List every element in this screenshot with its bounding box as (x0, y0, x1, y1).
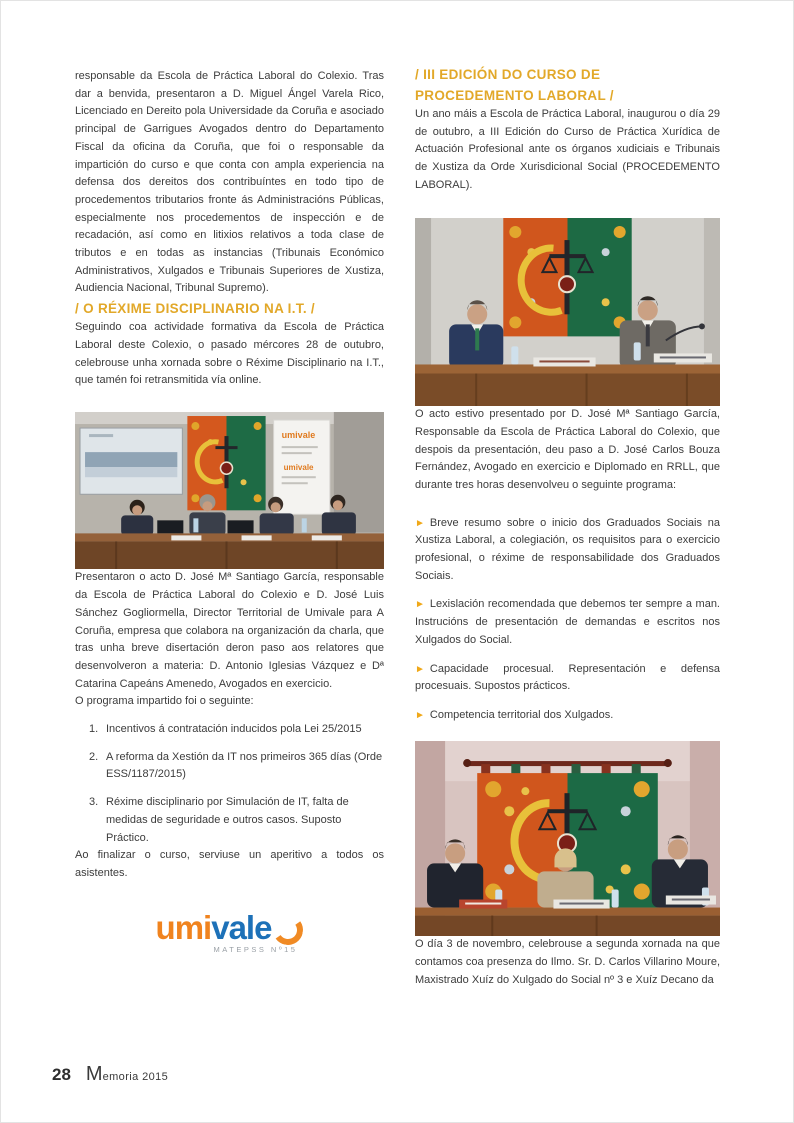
photo-right-three-speakers-svg (415, 741, 720, 937)
tapestry (503, 218, 631, 336)
page-footer (52, 1063, 168, 1086)
photo-right-two-speakers-svg (415, 218, 720, 407)
program-item-number: 3. (89, 796, 99, 809)
desk (75, 533, 384, 569)
bullet-item-text: Competencia territorial dos Xulgados. (429, 708, 614, 721)
left-section-title: / O RÉXIME DISCIPLINARIO NA I.T. / (75, 301, 315, 317)
program-item-number: 1. (89, 723, 99, 736)
left-column (75, 68, 384, 957)
course-program-bullets (415, 515, 720, 725)
program-list (75, 721, 384, 847)
footer-label-initial: M (85, 1063, 103, 1085)
program-item-text: Réxime disciplinario por Simulación de IT, falta de medidas de seguridade e outros casos. Suposto Práctico. (106, 796, 349, 844)
arrow-bullet-icon: ► (415, 709, 425, 721)
umivale-swoosh-icon (271, 912, 306, 947)
left-closing-paragraph: Ao finalizar o curso, serviuse un aperitivo a todos os asistentes. (75, 849, 384, 879)
right-paragraph-2: O acto estivo presentado por D. José Mª Santiago García, Responsable da Escola de Práctica Laboral do Colexio, que despois da presentación, deu paso a D. José Carlos Bouza Fernández, Avogado en exercicio e Diplomado en RRLL, que durante tres horas desenvolveu o seguinte programa: (415, 408, 720, 491)
footer-label (86, 1063, 168, 1086)
projection-screen (80, 428, 182, 494)
footer-label-rest: emoria 2015 (102, 1071, 169, 1083)
desk (415, 895, 720, 936)
arrow-bullet-icon: ► (415, 663, 425, 675)
program-item-text: Incentivos á contratación inducidos pola Lei 25/2015 (106, 723, 362, 736)
umivale-logo-subtext: MATEPSS Nº15 (213, 944, 298, 954)
svg-text:umivale: umivale (283, 463, 314, 473)
left-paragraph-2: Seguindo coa actividade formativa da Escola de Práctica Laboral deste Colexio, o pasado mércores 28 de outubro, celebrouse unha xornada sobre o Réxime Disciplinario na I.T., que tamén foi retransmitida vía online. (75, 321, 384, 387)
umivale-banner (274, 420, 330, 514)
bullet-item-text: Capacidade procesual. Representación e defensa procesuais. Supostos prácticos. (415, 662, 720, 693)
program-item (75, 721, 384, 739)
program-item (75, 749, 384, 784)
photo-right-two-speakers (415, 218, 720, 407)
umivale-logo-vale: vale (211, 908, 272, 946)
umivale-logo (75, 908, 384, 957)
program-item-number: 2. (89, 750, 99, 763)
umivale-logo-umi: umi (155, 908, 212, 946)
bullet-item (415, 596, 720, 649)
program-intro: O programa impartido foi o seguinte: (75, 695, 254, 708)
right-paragraph-1: Un ano máis a Escola de Práctica Laboral, inaugurou o día 29 de outubro, a III Edición do Curso de Práctica Xurídica de Actuación Profesional ante os órganos xudiciais e Tribunais de Xustiza da Orde Xurisdicional Social (PROCEDEMENTO LABORAL). (415, 108, 720, 191)
page-number: 28 (52, 1065, 71, 1084)
right-section-title: / III EDICIÓN DO CURSO DE PROCEDEMENTO LABORAL / (415, 67, 614, 103)
tapestry (187, 416, 265, 510)
bullet-item (415, 515, 720, 586)
right-paragraph-3: O día 3 de novembro, celebrouse a segunda xornada na que contamos coa presenza do Ilmo. Sr. D. Carlos Villarino Moure, Maxistrado Xuíz do Xulgado do Social nº 3 e Xuíz Decano da (415, 938, 720, 986)
bullet-item-text: Lexislación recomendada que debemos ter sempre a man. Instrucións de presentación de demandas e escritos nos Xulgados do Social. (415, 598, 720, 646)
right-column (415, 64, 720, 989)
arrow-bullet-icon: ► (415, 517, 425, 529)
bullet-item (415, 661, 720, 696)
arrow-bullet-icon: ► (415, 599, 425, 611)
svg-text:umivale: umivale (281, 430, 316, 441)
program-item (75, 794, 384, 847)
left-intro-paragraph: responsable da Escola de Práctica Laboral do Colexio. Tras dar a benvida, presentaron a D. Miguel Ángel Varela Rico, Licenciado en Dereito pola Universidade da Coruña e asociado principal de Garrigues Avogados dentro do Departamento Fiscal da oficina da Coruña, que foi o responsable da impartición do curso e que conta con ampla experiencia na defensa dos dereitos dos contribuíntes en todo tipo de procedementos tributarios fronte ás Administracións Públicas, especialmente nos procedementos de inspección e de recadación, así como en litixios relativos a toda clase de tributos e en todas as instancias (Tribunais Económico Administrativos, Xulgados e Tribunais Superiores de Xustiza, Audiencia Nacional, Tribunal Supremo). (75, 70, 384, 295)
photo-left-panel-session (75, 412, 384, 570)
photo-right-three-speakers (415, 741, 720, 937)
photo-left-panel-session-svg (75, 412, 384, 570)
bullet-item-text: Breve resumo sobre o inicio dos Graduados Sociais na Xustiza Laboral, a colegiación, os requisitos para o exercicio profesional, o réxime de responsabilidade dos Graduados Sociais. (415, 516, 720, 582)
bullet-item (415, 707, 720, 725)
program-item-text: A reforma da Xestión da IT nos primeiros 365 días (Orde ESS/1187/2015) (106, 750, 383, 781)
left-paragraph-3: Presentaron o acto D. José Mª Santiago García, responsable da Escola de Práctica Laboral do Colexio e D. José Luis Sánchez Gogliormella, Director Territorial de Umivale para A Coruña, empresa que colabora na organización da charla, que tras unha breve disertación deron paso aos relatores que desenvolveron a materia: D. Antonio Iglesias Vázquez e Dª Catarina Capeáns Amenedo, Avogados en exercicio. (75, 571, 384, 690)
